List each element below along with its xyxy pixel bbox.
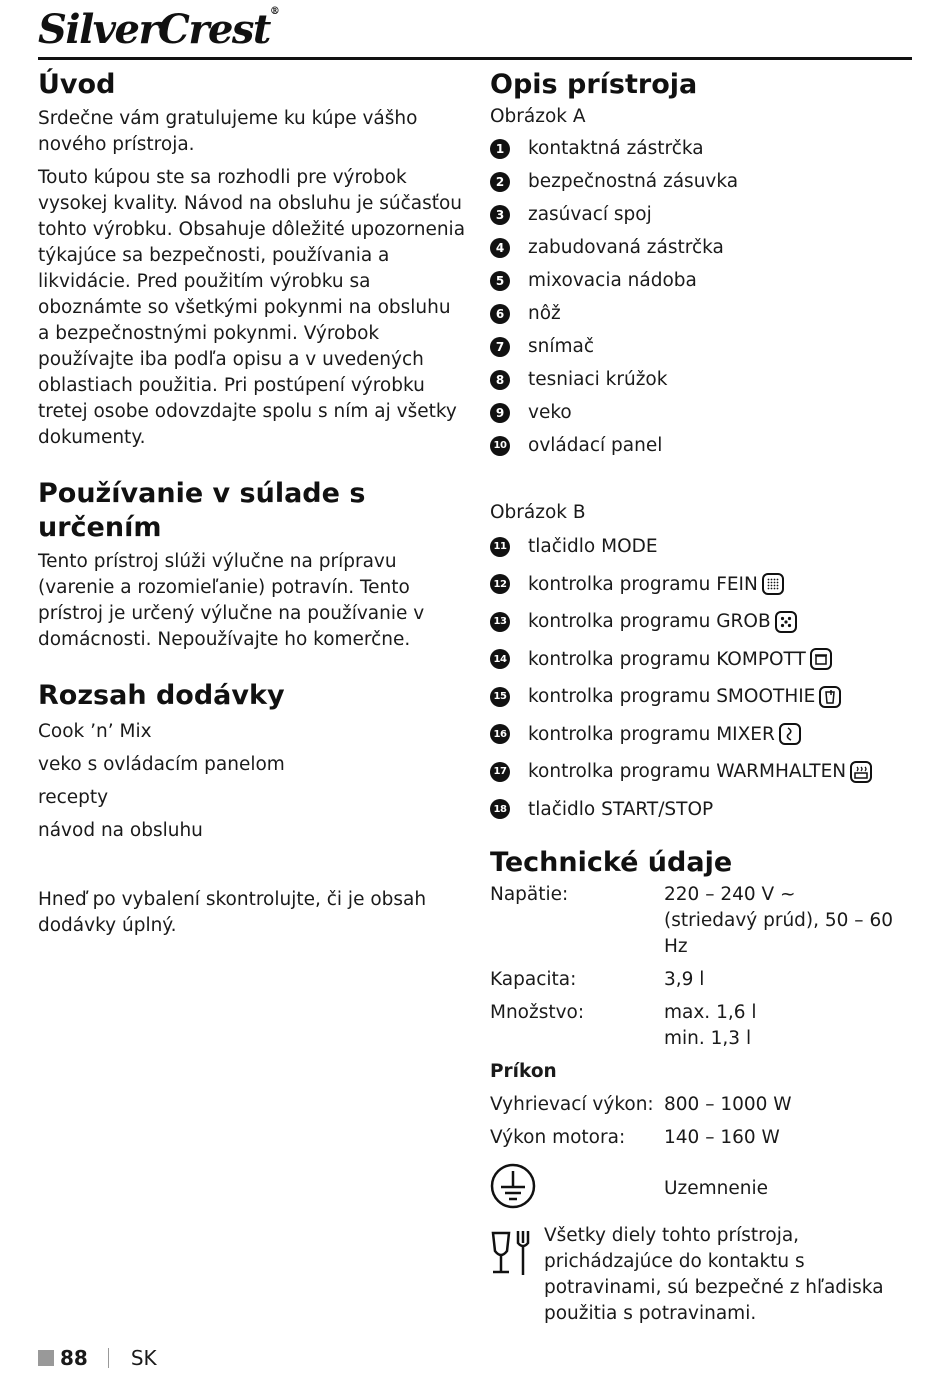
ground-label: Uzemnenie [664,1177,769,1199]
part-number-badge: 9 [490,403,510,423]
part-label: kontrolka programu MIXER [528,723,775,745]
part-number-badge: 8 [490,370,510,390]
part-item [490,566,915,604]
spec-capacity: Kapacita: 3,9 l [490,969,705,990]
pot-icon [810,648,832,670]
part-number-badge: 14 [490,649,510,669]
part-label: tesniaci krúžok [528,369,668,390]
part-item [490,297,915,330]
language-code: SK [130,1346,157,1370]
ground-icon [490,1163,664,1213]
part-number-badge: 13 [490,612,510,632]
page-number: 88 [60,1346,88,1370]
part-item [490,603,915,641]
part-label: nôž [528,303,561,324]
part-number-badge: 4 [490,238,510,258]
part-label: snímač [528,336,595,357]
footer-separator [108,1348,109,1368]
scope-item: recepty [38,787,109,808]
part-number-badge: 16 [490,724,510,744]
part-label: mixovacia nádoba [528,270,697,291]
intro-paragraph-1: Srdečne vám gratulujeme ku kúpe vášho nového prístroja. [38,108,418,155]
part-number-badge: 18 [490,799,510,819]
coarse-dots-icon [775,611,797,633]
part-label: kontrolka programu FEIN [528,573,758,595]
part-item [490,330,915,363]
page-footer [38,1346,157,1370]
part-item [490,528,915,566]
spec-quantity: Množstvo: max. 1,6 l min. 1,3 l [490,1002,757,1049]
part-number-badge: 1 [490,139,510,159]
part-item [490,791,915,829]
scope-title: Rozsah dodávky [38,680,285,711]
header-rule [38,57,912,60]
part-label: tlačidlo MODE [528,536,658,558]
spec-power-title: Príkon [490,1061,557,1082]
food-safe-row [490,1223,915,1327]
part-label: kontrolka programu GROB [528,611,771,633]
part-item [490,429,915,462]
part-label: bezpečnostná zásuvka [528,171,739,192]
part-label: zabudovaná zástrčka [528,237,724,258]
brand-logo: SilverCrest® [38,6,280,53]
part-number-badge: 17 [490,762,510,782]
part-number-badge: 6 [490,304,510,324]
right-column [490,68,915,1327]
part-number-badge: 2 [490,172,510,192]
part-item [490,165,915,198]
part-item [490,132,915,165]
part-label: kontrolka programu KOMPOTT [528,648,806,670]
scope-note: Hneď po vybalení skontrolujte, či je obsah dodávky úplný. [38,889,427,936]
part-number-badge: 3 [490,205,510,225]
footer-square [38,1350,54,1366]
part-item [490,716,915,754]
figure-a-label: Obrázok A [490,106,586,127]
usage-paragraph: Tento prístroj slúži výlučne na prípravu (varenie a rozomieľanie) potravín. Tento prístroj je určený výlučne na používanie v domácnosti. Nepoužívajte ho komerčne. [38,551,425,650]
part-number-badge: 7 [490,337,510,357]
part-label: kontrolka programu SMOOTHIE [528,686,816,708]
part-number-badge: 5 [490,271,510,291]
scope-item: veko s ovládacím panelom [38,754,285,775]
spec-motor: Výkon motora: 140 – 160 W [490,1127,780,1148]
intro-paragraph-2: Touto kúpou ste sa rozhodli pre výrobok vysokej kvality. Návod na obsluhu je súčasťou tohto výrobku. Obsahuje dôležité upozornenia týkajúce sa bezpečnosti, používania a likvidácie. Pred použitím výrobku sa oboznámte so všetkými pokynmi na obsluhu a bezpečnostnými pokynmi. Výrobok používajte iba podľa opisu a v uvedených oblastiach použitia. Pri postúpení výrobku tretej osobe odovzdajte spolu s ním aj všetky dokumenty. [38,167,466,448]
part-label: kontaktná zástrčka [528,138,704,159]
part-item [490,198,915,231]
part-label: kontrolka programu WARMHALTEN [528,761,847,783]
part-item [490,396,915,429]
part-label: tlačidlo START/STOP [528,798,714,820]
heat-icon [850,761,872,783]
food-safe-text: Všetky diely tohto prístroja, prichádzajúce do kontaktu s potravinami, sú bezpečné z hľadiska použitia s potravinami. [544,1225,884,1324]
part-item [490,678,915,716]
whisk-icon [779,723,801,745]
part-item [490,264,915,297]
intro-title: Úvod [38,69,116,100]
figure-a-list [490,132,915,462]
scope-item: Cook ’n’ Mix [38,721,152,742]
part-label: zasúvací spoj [528,204,652,225]
description-title: Opis prístroja [490,69,698,100]
figure-b-list [490,528,915,828]
left-column [38,68,466,939]
food-safe-icon [490,1223,544,1281]
part-item [490,231,915,264]
tech-title: Technické údaje [490,847,733,878]
grounding-row [490,1163,915,1213]
spec-heating: Vyhrievací výkon: 800 – 1000 W [490,1094,792,1115]
part-label: veko [528,402,572,423]
usage-title: Používanie v súlade s určením [38,478,366,543]
part-number-badge: 10 [490,436,510,456]
scope-item: návod na obsluhu [38,820,203,841]
part-number-badge: 12 [490,574,510,594]
cup-icon [819,686,841,708]
figure-b-label: Obrázok B [490,502,586,523]
part-label: ovládací panel [528,435,663,456]
part-item [490,641,915,679]
part-item [490,753,915,791]
spec-voltage: Napätie: 220 – 240 V ~ (striedavý prúd), 50 – 60 Hz [490,884,893,957]
part-number-badge: 15 [490,687,510,707]
part-number-badge: 11 [490,537,510,557]
fine-dots-icon [762,573,784,595]
part-item [490,363,915,396]
